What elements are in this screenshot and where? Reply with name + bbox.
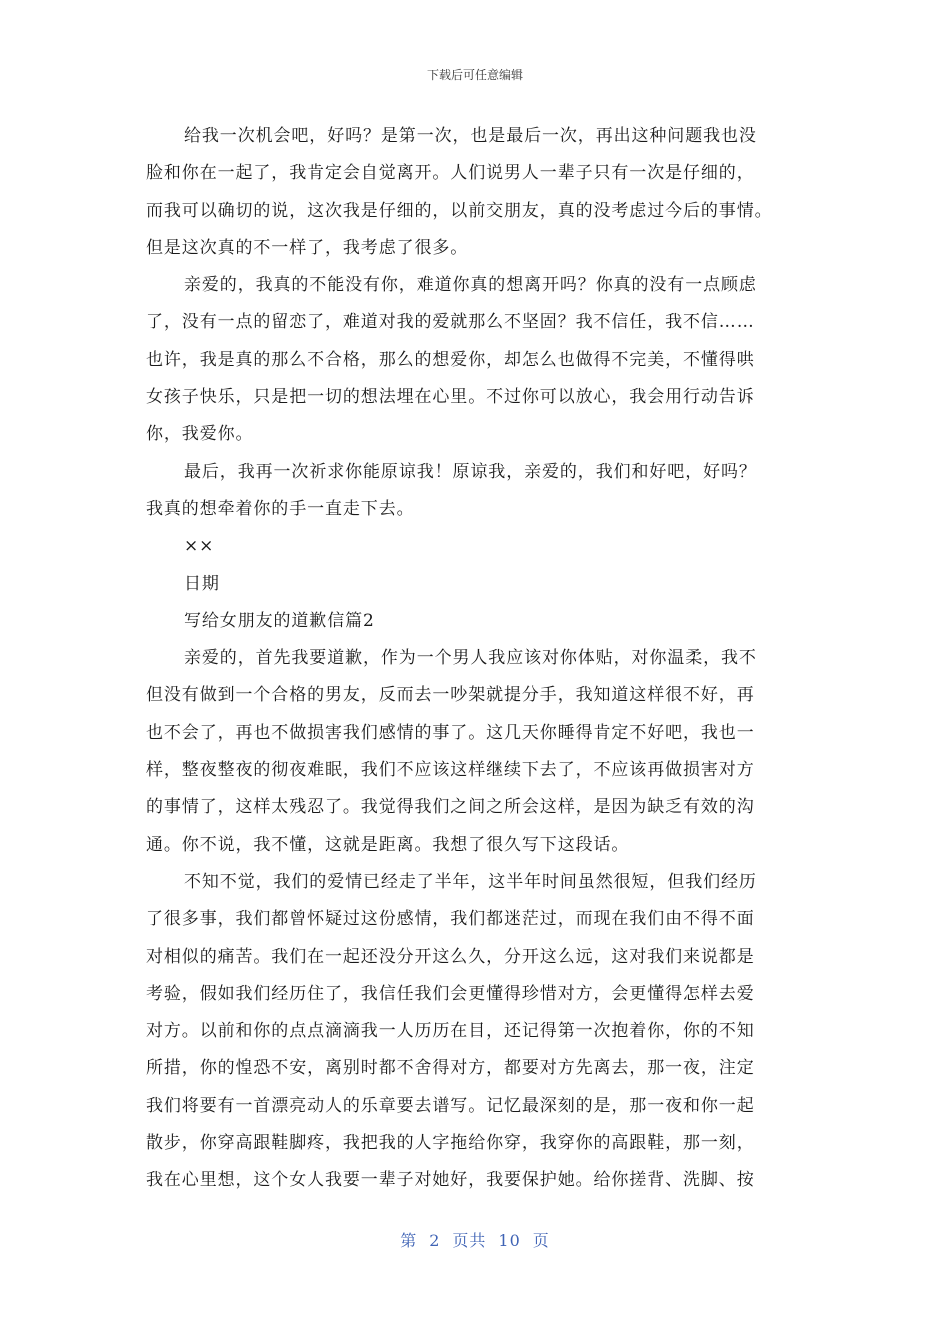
text-line: 对相似的痛苦。我们在一起还没分开这么久，分开这么远，这对我们来说都是 bbox=[146, 946, 755, 967]
text-line: 通。你不说，我不懂，这就是距离。我想了很久写下这段话。 bbox=[146, 834, 630, 855]
text-line: 而我可以确切的说，这次我是仔细的，以前交朋友，真的没考虑过今后的事情。 bbox=[146, 200, 773, 221]
page-footer bbox=[0, 1228, 950, 1251]
text-line: 样，整夜整夜的彻夜难眠，我们不应该这样继续下去了，不应该再做损害对方 bbox=[146, 760, 755, 781]
text-line: 但是这次真的不一样了，我考虑了很多。 bbox=[146, 237, 469, 258]
text-line: 了很多事，我们都曾怀疑过这份感情，我们都迷茫过，而现在我们由不得不面 bbox=[146, 909, 755, 930]
text-line: 考验，假如我们经历住了，我信任我们会更懂得珍惜对方，会更懂得怎样去爱 bbox=[146, 983, 755, 1004]
text-line: 女孩子快乐，只是把一切的想法埋在心里。不过你可以放心，我会用行动告诉 bbox=[146, 387, 755, 408]
section-title: 写给女朋友的道歉信篇2 bbox=[184, 610, 375, 631]
text-line: 了，没有一点的留恋了，难道对我的爱就那么不坚固？我不信任，我不信…… bbox=[146, 312, 755, 333]
text-line: 给我一次机会吧，好吗？是第一次，也是最后一次，再出这种问题我也没 bbox=[184, 126, 757, 146]
date-line: 日期 bbox=[184, 573, 220, 594]
text-line: 亲爱的，首先我要道歉，作为一个男人我应该对你体贴，对你温柔，我不 bbox=[184, 648, 757, 669]
footer-total-pages: 10 bbox=[498, 1231, 521, 1250]
text-line: 但没有做到一个合格的男友，反而去一吵架就提分手，我知道这样很不好，再 bbox=[146, 685, 755, 706]
text-line: 不知不觉，我们的爱情已经走了半年，这半年时间虽然很短，但我们经历 bbox=[184, 871, 757, 892]
text-line: 对方。以前和你的点点滴滴我一人历历在目，还记得第一次抱着你，你的不知 bbox=[146, 1021, 755, 1042]
text-line: 也许，我是真的那么不合格，那么的想爱你，却怎么也做得不完美，不懂得哄 bbox=[146, 349, 755, 370]
page-header: 下载后可任意编辑 bbox=[426, 68, 523, 82]
text-line: 我在心里想，这个女人我要一辈子对她好，我要保护她。给你搓背、洗脚、按 bbox=[146, 1170, 755, 1191]
text-line: 你，我爱你。 bbox=[146, 424, 254, 445]
text-line: 也不会了，再也不做损害我们感情的事了。这几天你睡得肯定不好吧，我也一 bbox=[146, 722, 755, 743]
signature-line: ×× bbox=[184, 536, 215, 557]
text-line: 我真的想牵着你的手一直走下去。 bbox=[146, 498, 415, 519]
document-body bbox=[146, 118, 806, 1200]
text-line: 最后，我再一次祈求你能原谅我！原谅我，亲爱的，我们和好吧，好吗？ bbox=[184, 461, 757, 482]
text-line: 我们将要有一首漂亮动人的乐章要去谱写。记忆最深刻的是，那一夜和你一起 bbox=[146, 1095, 755, 1116]
text-line: 脸和你在一起了，我肯定会自觉离开。人们说男人一辈子只有一次是仔细的， bbox=[146, 163, 755, 184]
footer-page-number: 2 bbox=[429, 1231, 441, 1250]
footer-suffix: 页 bbox=[532, 1231, 550, 1250]
text-line: 亲爱的，我真的不能没有你，难道你真的想离开吗？你真的没有一点顾虑 bbox=[184, 275, 757, 296]
text-line: 散步，你穿高跟鞋脚疼，我把我的人字拖给你穿，我穿你的高跟鞋，那一刻， bbox=[146, 1133, 755, 1154]
footer-prefix: 第 bbox=[400, 1231, 418, 1250]
text-line: 所措，你的惶恐不安，离别时都不舍得对方，都要对方先离去，那一夜，注定 bbox=[146, 1058, 755, 1079]
text-line: 的事情了，这样太残忍了。我觉得我们之间之所会这样，是因为缺乏有效的沟 bbox=[146, 797, 755, 818]
footer-middle: 页共 bbox=[452, 1231, 487, 1250]
